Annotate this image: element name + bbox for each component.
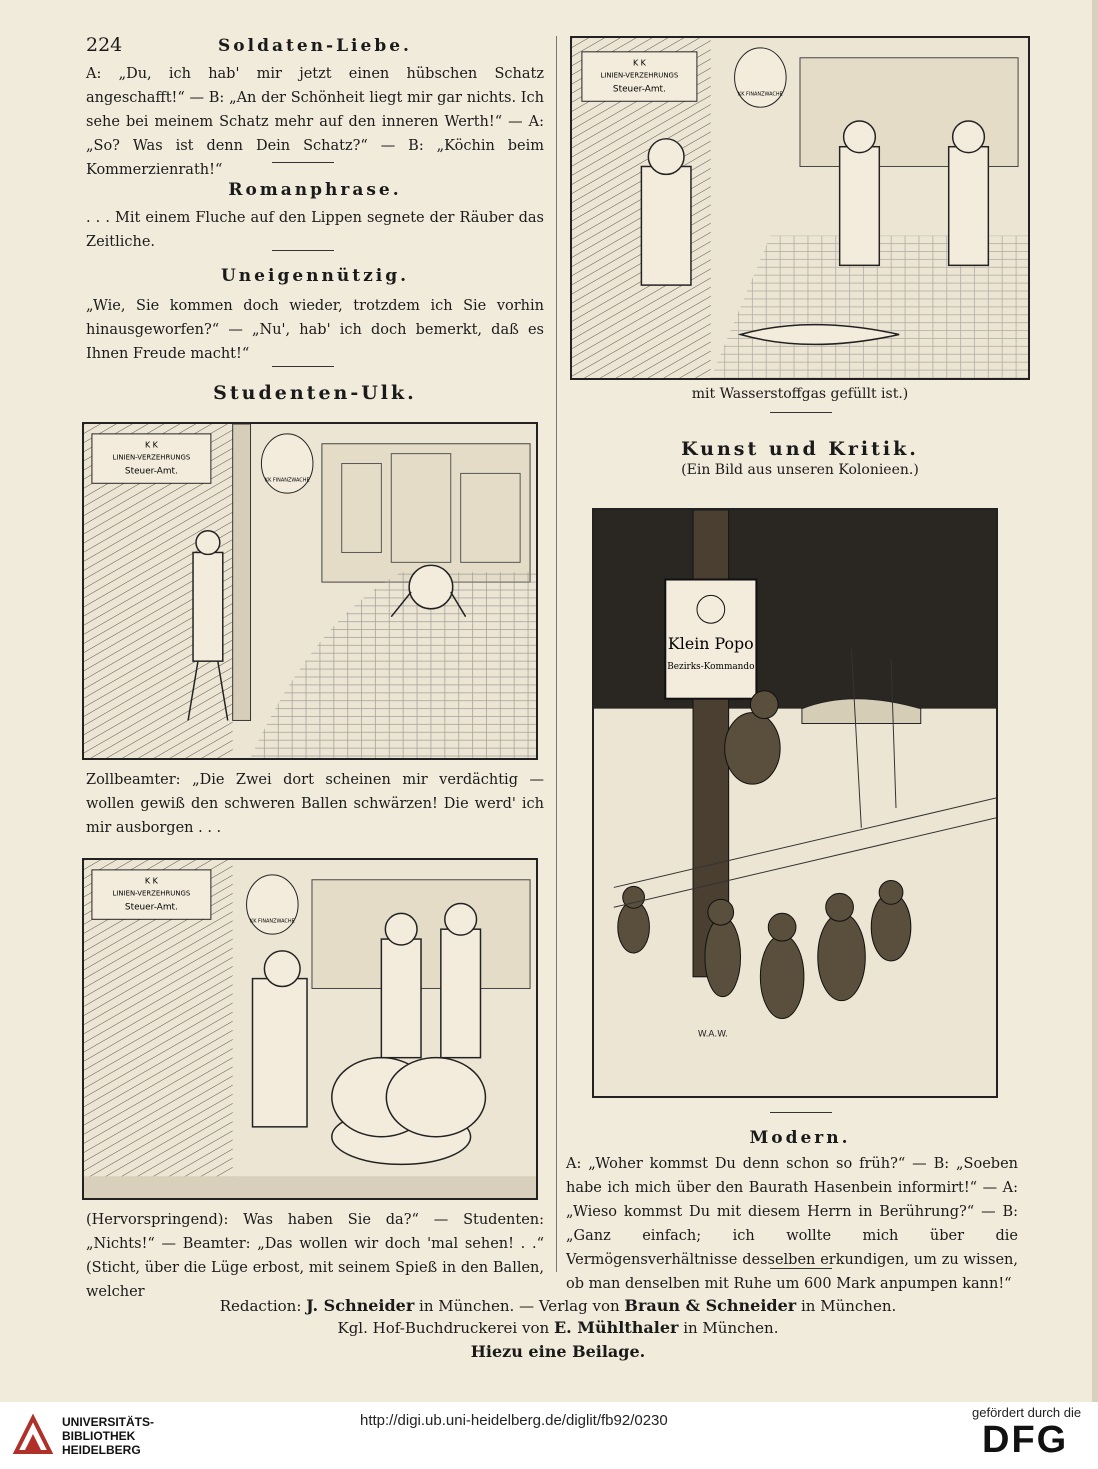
aftermath-scene-drawing: [572, 38, 1028, 378]
street-scene-drawing: [84, 424, 536, 758]
caption-continued: mit Wasserstoffgas gefüllt ist.): [691, 386, 909, 402]
university-library-name: UNIVERSITÄTS- BIBLIOTHEK HEIDELBERG: [62, 1415, 155, 1457]
svg-text:Bezirks-Kommando: Bezirks-Kommando: [667, 661, 755, 672]
roman-title: Romanphrase.: [228, 180, 402, 200]
dfg-funding-label: gefördert durch die: [972, 1405, 1082, 1420]
uneigen-text: „Wie, Sie kommen doch wieder, trotzdem ich Sie vorhin hinausgeworfen?“ — „Nu', hab' ich doch bemerkt, daß es Ihnen Freude macht!“: [86, 298, 544, 362]
modern-text: A: „Woher kommst Du denn schon so früh?“ — B: „Soeben habe ich mich über den Baurath Hasenbein informirt!“ — A: „Wieso kommst Du mit diesem Herrn in Berührung?“ — B: „Ganz einfach; ich wollte mich über die Vermögensverhältnisse desselben erkundigen, um zu wissen, ob man denselben mit Ruhe um 600 Mark anpumpen kann!“: [566, 1156, 1018, 1292]
studenten-illustration-2: [82, 858, 538, 1200]
roman-text: . . . Mit einem Fluche auf den Lippen segnete der Räuber das Zeitliche.: [86, 210, 544, 250]
divider: [770, 412, 832, 413]
page-number: 224: [86, 34, 123, 56]
svg-text:KK FINANZWACHE: KK FINANZWACHE: [264, 477, 310, 484]
svg-text:K K: K K: [144, 440, 158, 450]
uneigen-title: Uneigennützig.: [220, 266, 409, 286]
svg-text:W.A.W.: W.A.W.: [697, 1029, 728, 1040]
kunst-subtitle: (Ein Bild aus unseren Kolonieen.): [681, 462, 919, 478]
svg-text:LINIEN-VERZEHRUNGS: LINIEN-VERZEHRUNGS: [112, 453, 191, 462]
divider: [272, 250, 334, 251]
column-divider: [556, 36, 557, 1272]
studenten-caption-1: Zollbeamter: „Die Zwei dort scheinen mir verdächtig — wollen gewiß den schweren Ballen schwärzen! Die werd' ich mir ausborgen . . .: [86, 772, 544, 836]
kunst-illustration: [592, 508, 998, 1098]
viewer-footer-bar: [0, 1402, 1098, 1469]
dfg-logo[interactable]: DFG: [982, 1419, 1069, 1461]
kunst-title: Kunst und Kritik.: [681, 438, 919, 460]
studenten-illustration-3: [570, 36, 1030, 380]
svg-text:K K: K K: [144, 876, 158, 886]
permalink-url[interactable]: http://digi.ub.uni-heidelberg.de/diglit/fb92/0230: [360, 1412, 668, 1429]
divider: [272, 366, 334, 367]
university-library-logo[interactable]: [12, 1414, 54, 1456]
divider: [770, 1268, 832, 1269]
footer-imprint-1: Redaction: J. Schneider in München. — Verlag von Braun & Schneider in München.: [219, 1296, 897, 1315]
modern-title: Modern.: [749, 1128, 851, 1148]
svg-text:Steuer-Amt.: Steuer-Amt.: [124, 466, 178, 477]
bale-scene-drawing: [84, 860, 536, 1198]
monkeys-poster-drawing: [594, 510, 996, 1096]
svg-text:KK FINANZWACHE: KK FINANZWACHE: [249, 918, 295, 925]
svg-text:LINIEN-VERZEHRUNGS: LINIEN-VERZEHRUNGS: [112, 889, 191, 898]
svg-text:Steuer-Amt.: Steuer-Amt.: [612, 84, 666, 95]
footer-supplement-note: Hiezu eine Beilage.: [470, 1342, 646, 1361]
svg-text:K K: K K: [632, 58, 646, 68]
divider: [272, 162, 334, 163]
footer-imprint-2: Kgl. Hof-Buchdruckerei von E. Mühlthaler in München.: [337, 1318, 779, 1337]
soldaten-text: A: „Du, ich hab' mir jetzt einen hübschen Schatz angeschafft!“ — B: „An der Schönheit liegt mir gar nichts. Ich sehe bei meinem Schatz mehr auf den inneren Werth!“ — A: „So? Was ist denn Dein Schatz?“ — B: „Köchin beim Kommerzienrath!“: [86, 66, 544, 178]
svg-text:KK FINANZWACHE: KK FINANZWACHE: [737, 91, 783, 98]
divider: [770, 1112, 832, 1113]
svg-text:Klein Popo: Klein Popo: [667, 634, 754, 654]
svg-text:LINIEN-VERZEHRUNGS: LINIEN-VERZEHRUNGS: [600, 71, 679, 80]
soldaten-title: Soldaten-Liebe.: [218, 36, 412, 56]
svg-text:Steuer-Amt.: Steuer-Amt.: [124, 902, 178, 913]
studenten-illustration-1: [82, 422, 538, 760]
studenten-caption-2: (Hervorspringend): Was haben Sie da?“ — Studenten: „Nichts!“ — Beamter: „Das wollen wir doch 'mal sehen! . .“ (Sticht, über die Lüge erbost, mit seinem Spieß in den Ballen, welcher: [86, 1212, 544, 1300]
studenten-title: Studenten-Ulk.: [213, 382, 417, 404]
